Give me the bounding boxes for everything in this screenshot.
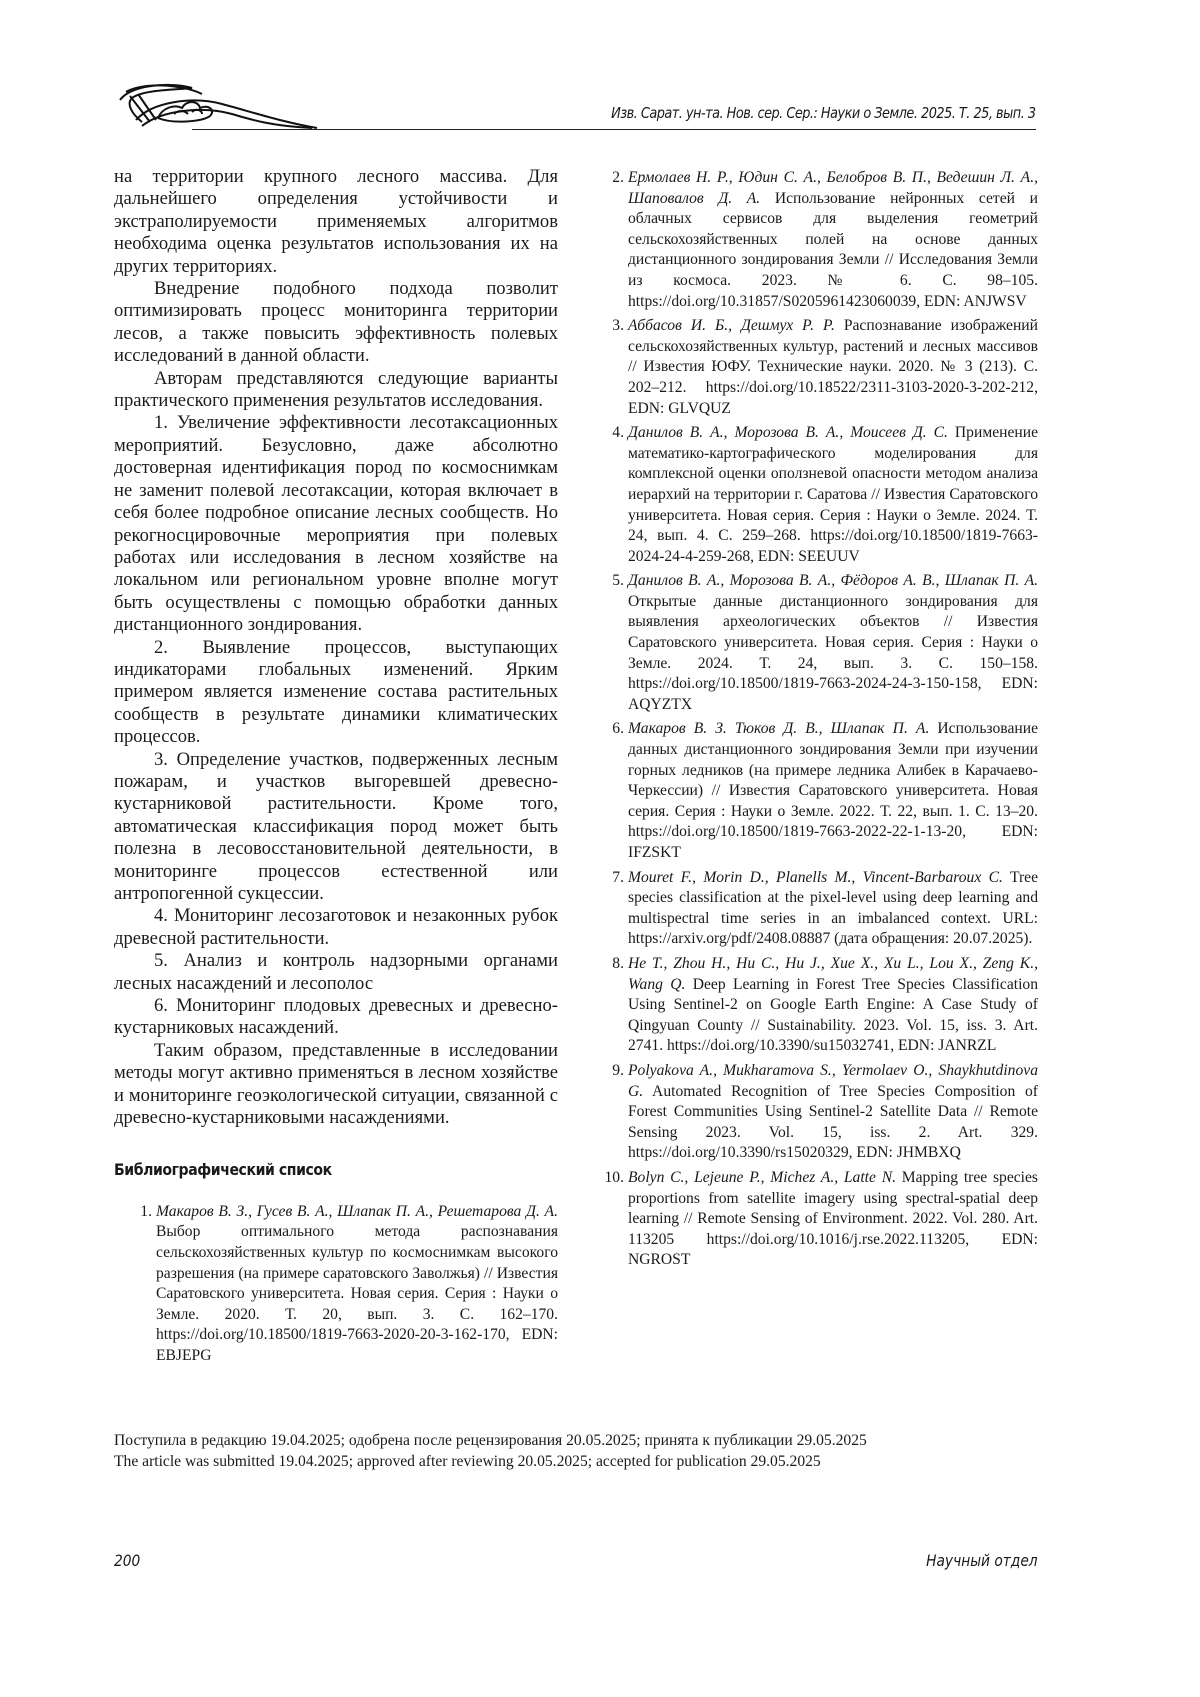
reference-item bbox=[602, 719, 1038, 863]
reference-text: Tree species classification at the pixel-level using deep learning and multispectral time series in an imbalanced context. URL: https://arxiv.org/pdf/2408.08887 (дата обращения: 20.07.2025). bbox=[628, 868, 1038, 948]
list-item: 3. Определение участков, подверженных лесным пожарам, и участков выгоревшей древесно-кустарниковой растительности. Кроме того, автоматическая классификация пород может быть полезна в лесовосстановительной деятельности, в мониторинге процессов естественной или антропогенной сукцессии. bbox=[114, 748, 558, 904]
reference-authors: Ермолаев Н. Р., Юдин С. А., Белобров В. П., Ведешин Л. А., Шаповалов Д. А. bbox=[628, 169, 1038, 207]
reference-item bbox=[114, 1202, 558, 1367]
page-number: 200 bbox=[114, 1551, 141, 1570]
reference-number: 5. bbox=[612, 572, 624, 590]
reference-item bbox=[602, 1061, 1038, 1164]
reference-number: 4. bbox=[612, 424, 624, 442]
reference-number: 6. bbox=[612, 720, 624, 738]
reference-authors: He T., Zhou H., Hu C., Hu J., Xue X., Xu L., Lou X., Zeng K., Wang Q. bbox=[628, 954, 1038, 993]
reference-text: Automated Recognition of Tree Species Composition of Forest Communities Using Sentinel-2 Satellite Data // Remote Sensing 2023. Vol. 15, iss. 2. Art. 329. https://doi.org/10.3390/rs15020329, EDN: JHMBXQ bbox=[628, 1082, 1038, 1162]
reference-number: 1. bbox=[140, 1202, 152, 1220]
reference-item bbox=[602, 168, 1038, 312]
reference-number: 3. bbox=[612, 317, 624, 335]
reference-item bbox=[602, 571, 1038, 715]
reference-number: 10. bbox=[604, 1168, 624, 1186]
reference-authors: Polyakova A., Mukharamova S., Yermolaev O., Shaykhutdinova G. bbox=[628, 1061, 1038, 1100]
body-paragraph: на территории крупного лесного массива. Для дальнейшего определения устойчивости и экстраполируемости применяемых алгоритмов необходима оценка результатов использования их на других территориях. bbox=[114, 166, 558, 277]
dates-english: The article was submitted 19.04.2025; approved after reviewing 20.05.2025; accepted for publication 29.05.2025 bbox=[114, 1453, 821, 1470]
reference-authors: Данилов В. А., Морозова В. А., Фёдоров А. В., Шлапак П. А. bbox=[628, 572, 1038, 590]
list-item: 1. Увеличение эффективности лесотаксационных мероприятий. Безусловно, даже абсолютно достоверная идентификация пород по космоснимкам не заменит полевой лесотаксации, которая включает в себя более подробное описание лесных сообществ. Но рекогносцировочные мероприятия при полевых работах или исследования в лесном хозяйстве на локальном или региональном уровне вполне могут быть осуществлены с помощью обработки данных дистанционного зондирования. bbox=[114, 412, 558, 636]
reference-text: Открытые данные дистанционного зондирования для выявления археологических объектов // Известия Саратовского университета. Новая серия. Серия : Науки о Земле. 2024. Т. 24, вып. 3. С. 150–158. https://doi.org/10.18500/1819-7663-2024-24-3-150-158, EDN: AQYZTX bbox=[628, 592, 1038, 713]
body-paragraph: Авторам представляются следующие варианты практического применения результатов исследования. bbox=[114, 367, 558, 412]
section-name: Научный отдел bbox=[926, 1551, 1038, 1570]
reference-number: 2. bbox=[612, 169, 624, 186]
reference-text: Mapping tree species proportions from satellite imagery using spectral-spatial deep learning // Remote Sensing of Environment. 2022. Vol. 280. Art. 113205 https://doi.org/10.1016/j.rse.2022.113205, EDN: NGROST bbox=[628, 1168, 1038, 1269]
reference-text: Выбор оптимального метода распознавания сельскохозяйственных культур по космоснимкам высокого разрешения (на примере саратовского Заволжья) // Известия Саратовского университета. Новая серия. Серия : Науки о Земле. 2020. Т. 20, вып. 3. С. 162–170. https://doi.org/10.18500/1819-7663-2020-20-3-162-170, EDN: EBJEPG bbox=[156, 1223, 558, 1365]
reference-number: 9. bbox=[612, 1061, 624, 1079]
reference-text: Применение математико-картографического моделирования для комплексной оценки оползневой опасности методом анализа иерархий на территории г. Саратова // Известия Саратовского университета. Новая серия. Серия : Науки о Земле. 2024. Т. 24, вып. 4. С. 259–268. https://doi.org/10.18500/1819-7663-2024-24-4-259-268, EDN: SEEUUV bbox=[628, 424, 1038, 565]
journal-title: Изв. Сарат. ун-та. Нов. сер. Сер.: Науки о Земле. 2025. Т. 25, вып. 3 bbox=[611, 104, 1036, 122]
conclusion-paragraph: Таким образом, представленные в исследовании методы могут активно применяться в лесном хозяйстве и мониторинге геоэкологической ситуации, связанной с древесно-кустарниковыми насаждениями. bbox=[114, 1039, 558, 1129]
reference-text: Использование нейронных сетей и облачных сервисов для выделения геометрий сельскохозяйственных полей на основе данных дистанционного зондирования Земли // Исследования Земли из космоса. 2023. № 6. С. 98–105. https://doi.org/10.31857/S0205961423060039, EDN: ANJWSV bbox=[628, 189, 1038, 310]
reference-authors: Макаров В. З., Гусев В. А., Шлапак П. А., Решетарова Д. А. bbox=[156, 1202, 558, 1220]
body-paragraph: Внедрение подобного подхода позволит оптимизировать процесс мониторинга территории лесов, а также повысить эффективность полевых исследований в данной области. bbox=[114, 278, 558, 367]
reference-item bbox=[602, 1168, 1038, 1271]
page-header bbox=[112, 78, 1036, 130]
reference-item bbox=[602, 423, 1038, 567]
list-item: 4. Мониторинг лесозаготовок и незаконных рубок древесной растительности. bbox=[114, 905, 558, 949]
reference-authors: Данилов В. А., Морозова В. А., Моисеев Д. С. bbox=[628, 424, 948, 442]
reference-item bbox=[602, 954, 1038, 1057]
dates-russian: Поступила в редакцию 19.04.2025; одобрена после рецензирования 20.05.2025; принята к публикации 29.05.2025 bbox=[114, 1432, 867, 1449]
reference-number: 8. bbox=[612, 954, 624, 972]
reference-authors: Аббасов И. Б., Дешмух Р. Р. bbox=[628, 317, 835, 335]
art-nouveau-ornament-icon bbox=[112, 78, 322, 130]
left-column bbox=[114, 166, 558, 1371]
reference-authors: Bolyn C., Lejeune P., Michez A., Latte N. bbox=[628, 1168, 896, 1186]
bibliography-title: Библиографический список bbox=[114, 1160, 332, 1180]
reference-authors: Макаров В. З. Тюков Д. В., Шлапак П. А. bbox=[628, 720, 930, 738]
reference-authors: Mouret F., Morin D., Planells M., Vincent-Barbaroux C. bbox=[628, 868, 1003, 886]
list-item: 6. Мониторинг плодовых древесных и древесно-кустарниковых насаждений. bbox=[114, 995, 558, 1039]
list-item: 5. Анализ и контроль надзорными органами лесных насаждений и лесополос bbox=[114, 950, 558, 994]
reference-text: Использование данных дистанционного зондирования Земли при изучении горных ледников (на примере ледника Алибек в Карачаево-Черкессии) // Известия Саратовского университета. Новая серия. Серия : Науки о Земле. 2022. Т. 22, вып. 1. С. 13–20. https://doi.org/10.18500/1819-7663-2022-22-1-13-20, EDN: IFZSKT bbox=[628, 720, 1038, 861]
reference-item bbox=[602, 316, 1038, 419]
list-item: 2. Выявление процессов, выступающих индикаторами глобальных изменений. Ярким примером является изменение состава растительных сообществ в результате динамики климатических процессов. bbox=[114, 636, 558, 748]
reference-list-right bbox=[602, 168, 1038, 1275]
reference-text: Deep Learning in Forest Tree Species Classification Using Sentinel-2 on Google Earth Engine: A Case Study of Qingyuan County // Sustainability. 2023. Vol. 15, iss. 3. Art. 2741. https://doi.org/10.3390/su15032741, EDN: JANRZL bbox=[628, 975, 1038, 1055]
reference-number: 7. bbox=[612, 868, 624, 886]
reference-text: Распознавание изображений сельскохозяйственных культур, растений и лесных массивов // Известия ЮФУ. Технические науки. 2020. № 3 (213). С. 202–212. https://doi.org/10.18522/2311-3103-2020-3-202-212, EDN: GLVQUZ bbox=[628, 317, 1038, 417]
header-rule bbox=[192, 129, 1036, 130]
reference-list-left bbox=[114, 1202, 558, 1367]
submission-dates bbox=[114, 1430, 867, 1472]
reference-item bbox=[602, 868, 1038, 950]
